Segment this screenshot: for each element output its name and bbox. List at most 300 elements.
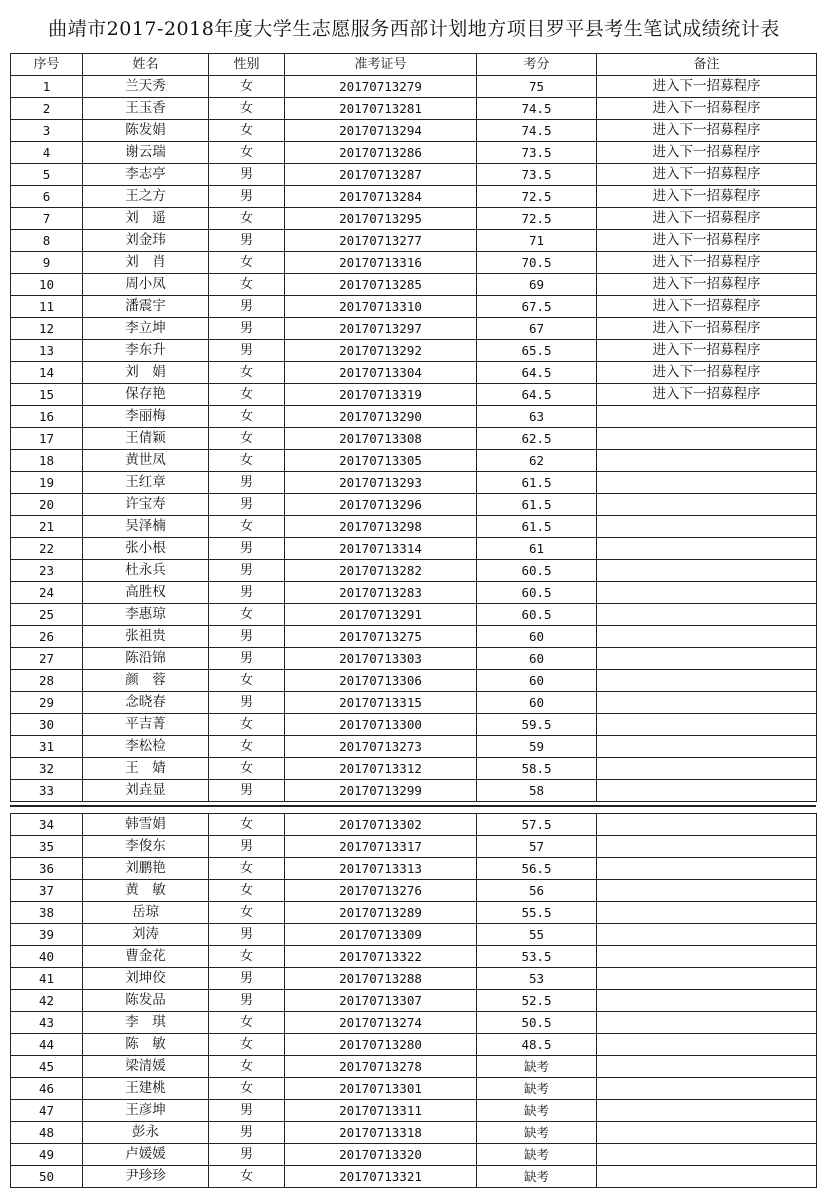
cell-remark <box>597 1078 817 1100</box>
cell-name: 李立坤 <box>83 318 209 340</box>
cell-gender: 女 <box>209 880 285 902</box>
document-title: 曲靖市2017-2018年度大学生志愿服务西部计划地方项目罗平县考生笔试成绩统计表 <box>48 18 780 40</box>
table-row <box>11 98 817 120</box>
cell-gender: 女 <box>209 604 285 626</box>
cell-gender: 男 <box>209 648 285 670</box>
header-exam-id: 准考证号 <box>285 54 477 76</box>
cell-exam-id: 20170713288 <box>285 968 477 990</box>
cell-remark <box>597 516 817 538</box>
cell-index: 50 <box>11 1166 83 1188</box>
cell-name: 王红章 <box>83 472 209 494</box>
cell-remark <box>597 990 817 1012</box>
cell-score: 61 <box>477 538 597 560</box>
cell-score: 73.5 <box>477 164 597 186</box>
cell-name: 王倩颖 <box>83 428 209 450</box>
cell-score: 58.5 <box>477 758 597 780</box>
cell-exam-id: 20170713299 <box>285 780 477 802</box>
cell-exam-id: 20170713286 <box>285 142 477 164</box>
cell-score: 60.5 <box>477 582 597 604</box>
cell-name: 刘涛 <box>83 924 209 946</box>
cell-score: 72.5 <box>477 186 597 208</box>
cell-gender: 女 <box>209 516 285 538</box>
cell-name: 卢媛媛 <box>83 1144 209 1166</box>
table-row <box>11 1166 817 1188</box>
cell-index: 48 <box>11 1122 83 1144</box>
cell-gender: 男 <box>209 626 285 648</box>
cell-score: 75 <box>477 76 597 98</box>
table-row <box>11 230 817 252</box>
cell-score: 缺考 <box>477 1144 597 1166</box>
cell-score: 59.5 <box>477 714 597 736</box>
cell-gender: 男 <box>209 990 285 1012</box>
cell-name: 王建桃 <box>83 1078 209 1100</box>
table-row <box>11 274 817 296</box>
cell-remark: 进入下一招募程序 <box>597 340 817 362</box>
table-row <box>11 758 817 780</box>
cell-name: 李惠琼 <box>83 604 209 626</box>
cell-gender: 女 <box>209 1056 285 1078</box>
cell-gender: 女 <box>209 120 285 142</box>
cell-gender: 女 <box>209 1078 285 1100</box>
cell-index: 8 <box>11 230 83 252</box>
cell-exam-id: 20170713290 <box>285 406 477 428</box>
cell-index: 10 <box>11 274 83 296</box>
cell-remark: 进入下一招募程序 <box>597 274 817 296</box>
cell-gender: 男 <box>209 230 285 252</box>
cell-name: 尹珍珍 <box>83 1166 209 1188</box>
cell-index: 36 <box>11 858 83 880</box>
cell-score: 缺考 <box>477 1056 597 1078</box>
table-row <box>11 1034 817 1056</box>
cell-score: 71 <box>477 230 597 252</box>
table-row <box>11 494 817 516</box>
cell-exam-id: 20170713280 <box>285 1034 477 1056</box>
cell-name: 刘垚显 <box>83 780 209 802</box>
cell-remark: 进入下一招募程序 <box>597 362 817 384</box>
cell-score: 62 <box>477 450 597 472</box>
cell-name: 刘 遥 <box>83 208 209 230</box>
cell-index: 37 <box>11 880 83 902</box>
cell-name: 王玉香 <box>83 98 209 120</box>
table-row <box>11 692 817 714</box>
cell-score: 63 <box>477 406 597 428</box>
cell-exam-id: 20170713318 <box>285 1122 477 1144</box>
cell-gender: 男 <box>209 780 285 802</box>
cell-index: 35 <box>11 836 83 858</box>
cell-gender: 女 <box>209 406 285 428</box>
cell-score: 67.5 <box>477 296 597 318</box>
cell-name: 念晓春 <box>83 692 209 714</box>
cell-exam-id: 20170713305 <box>285 450 477 472</box>
header-score: 考分 <box>477 54 597 76</box>
cell-index: 24 <box>11 582 83 604</box>
cell-score: 62.5 <box>477 428 597 450</box>
cell-index: 13 <box>11 340 83 362</box>
cell-remark <box>597 450 817 472</box>
cell-gender: 女 <box>209 142 285 164</box>
cell-exam-id: 20170713282 <box>285 560 477 582</box>
cell-remark: 进入下一招募程序 <box>597 296 817 318</box>
cell-index: 29 <box>11 692 83 714</box>
cell-name: 岳琼 <box>83 902 209 924</box>
cell-index: 12 <box>11 318 83 340</box>
cell-name: 高胜权 <box>83 582 209 604</box>
table-row <box>11 516 817 538</box>
cell-gender: 女 <box>209 736 285 758</box>
cell-gender: 男 <box>209 186 285 208</box>
cell-remark <box>597 858 817 880</box>
table-row <box>11 362 817 384</box>
table-row <box>11 428 817 450</box>
cell-name: 李松检 <box>83 736 209 758</box>
cell-remark: 进入下一招募程序 <box>597 208 817 230</box>
cell-exam-id: 20170713303 <box>285 648 477 670</box>
cell-name: 黄世凤 <box>83 450 209 472</box>
cell-index: 34 <box>11 814 83 836</box>
cell-index: 32 <box>11 758 83 780</box>
cell-score: 60 <box>477 670 597 692</box>
cell-index: 6 <box>11 186 83 208</box>
cell-name: 谢云瑞 <box>83 142 209 164</box>
cell-gender: 男 <box>209 318 285 340</box>
cell-exam-id: 20170713289 <box>285 902 477 924</box>
table-row <box>11 1078 817 1100</box>
table-row <box>11 208 817 230</box>
table-row <box>11 340 817 362</box>
cell-gender: 女 <box>209 1012 285 1034</box>
cell-gender: 女 <box>209 362 285 384</box>
cell-index: 7 <box>11 208 83 230</box>
cell-exam-id: 20170713312 <box>285 758 477 780</box>
cell-remark <box>597 560 817 582</box>
cell-exam-id: 20170713311 <box>285 1100 477 1122</box>
cell-remark <box>597 880 817 902</box>
cell-remark <box>597 714 817 736</box>
cell-name: 黄 敏 <box>83 880 209 902</box>
cell-index: 5 <box>11 164 83 186</box>
cell-score: 61.5 <box>477 516 597 538</box>
cell-remark <box>597 692 817 714</box>
cell-remark <box>597 946 817 968</box>
cell-gender: 女 <box>209 858 285 880</box>
cell-index: 22 <box>11 538 83 560</box>
cell-index: 15 <box>11 384 83 406</box>
cell-score: 61.5 <box>477 472 597 494</box>
cell-index: 40 <box>11 946 83 968</box>
cell-gender: 男 <box>209 164 285 186</box>
header-remark: 备注 <box>597 54 817 76</box>
cell-score: 74.5 <box>477 120 597 142</box>
cell-score: 60.5 <box>477 560 597 582</box>
cell-remark <box>597 1100 817 1122</box>
cell-index: 11 <box>11 296 83 318</box>
cell-gender: 女 <box>209 428 285 450</box>
table-row <box>11 164 817 186</box>
cell-name: 刘 娟 <box>83 362 209 384</box>
cell-gender: 女 <box>209 450 285 472</box>
cell-exam-id: 20170713283 <box>285 582 477 604</box>
cell-exam-id: 20170713278 <box>285 1056 477 1078</box>
cell-name: 张祖贵 <box>83 626 209 648</box>
table-row <box>11 990 817 1012</box>
cell-index: 1 <box>11 76 83 98</box>
cell-gender: 男 <box>209 582 285 604</box>
cell-score: 缺考 <box>477 1122 597 1144</box>
score-table-part1 <box>10 53 817 802</box>
cell-index: 33 <box>11 780 83 802</box>
cell-index: 44 <box>11 1034 83 1056</box>
cell-remark <box>597 758 817 780</box>
cell-exam-id: 20170713296 <box>285 494 477 516</box>
cell-gender: 女 <box>209 98 285 120</box>
cell-score: 60 <box>477 692 597 714</box>
cell-exam-id: 20170713298 <box>285 516 477 538</box>
cell-index: 25 <box>11 604 83 626</box>
cell-gender: 女 <box>209 208 285 230</box>
cell-score: 60 <box>477 626 597 648</box>
cell-exam-id: 20170713295 <box>285 208 477 230</box>
cell-remark <box>597 814 817 836</box>
cell-exam-id: 20170713287 <box>285 164 477 186</box>
cell-remark <box>597 472 817 494</box>
table-row <box>11 736 817 758</box>
cell-remark <box>597 780 817 802</box>
cell-name: 刘坤佼 <box>83 968 209 990</box>
cell-score: 56.5 <box>477 858 597 880</box>
table-row <box>11 670 817 692</box>
cell-score: 50.5 <box>477 1012 597 1034</box>
cell-remark: 进入下一招募程序 <box>597 318 817 340</box>
cell-remark <box>597 1166 817 1188</box>
cell-score: 55.5 <box>477 902 597 924</box>
cell-index: 18 <box>11 450 83 472</box>
table-row <box>11 406 817 428</box>
cell-index: 49 <box>11 1144 83 1166</box>
cell-index: 23 <box>11 560 83 582</box>
table-row <box>11 1122 817 1144</box>
cell-index: 46 <box>11 1078 83 1100</box>
cell-index: 16 <box>11 406 83 428</box>
cell-remark <box>597 736 817 758</box>
cell-exam-id: 20170713281 <box>285 98 477 120</box>
cell-name: 李俊东 <box>83 836 209 858</box>
table-row <box>11 384 817 406</box>
table-row <box>11 538 817 560</box>
cell-index: 38 <box>11 902 83 924</box>
cell-exam-id: 20170713300 <box>285 714 477 736</box>
cell-score: 64.5 <box>477 384 597 406</box>
table-row <box>11 648 817 670</box>
table-header-row <box>11 54 817 76</box>
table-row <box>11 1100 817 1122</box>
cell-remark <box>597 406 817 428</box>
cell-score: 64.5 <box>477 362 597 384</box>
cell-index: 14 <box>11 362 83 384</box>
cell-index: 28 <box>11 670 83 692</box>
cell-index: 20 <box>11 494 83 516</box>
cell-gender: 男 <box>209 836 285 858</box>
cell-index: 17 <box>11 428 83 450</box>
cell-gender: 女 <box>209 758 285 780</box>
cell-index: 45 <box>11 1056 83 1078</box>
table-row <box>11 780 817 802</box>
cell-name: 王 婧 <box>83 758 209 780</box>
cell-remark: 进入下一招募程序 <box>597 186 817 208</box>
cell-index: 3 <box>11 120 83 142</box>
table-row <box>11 1056 817 1078</box>
cell-gender: 女 <box>209 814 285 836</box>
cell-exam-id: 20170713284 <box>285 186 477 208</box>
cell-remark <box>597 968 817 990</box>
cell-remark <box>597 604 817 626</box>
cell-name: 杜永兵 <box>83 560 209 582</box>
cell-remark <box>597 626 817 648</box>
table-row <box>11 76 817 98</box>
cell-score: 55 <box>477 924 597 946</box>
cell-exam-id: 20170713306 <box>285 670 477 692</box>
cell-gender: 女 <box>209 252 285 274</box>
table-row <box>11 626 817 648</box>
cell-name: 韩雪娟 <box>83 814 209 836</box>
cell-name: 张小根 <box>83 538 209 560</box>
cell-exam-id: 20170713274 <box>285 1012 477 1034</box>
cell-exam-id: 20170713315 <box>285 692 477 714</box>
cell-index: 41 <box>11 968 83 990</box>
cell-index: 43 <box>11 1012 83 1034</box>
cell-name: 许宝寿 <box>83 494 209 516</box>
table-row <box>11 142 817 164</box>
table-row <box>11 924 817 946</box>
cell-remark <box>597 428 817 450</box>
cell-score: 53.5 <box>477 946 597 968</box>
header-index: 序号 <box>11 54 83 76</box>
cell-remark <box>597 538 817 560</box>
cell-exam-id: 20170713293 <box>285 472 477 494</box>
cell-gender: 男 <box>209 1100 285 1122</box>
cell-name: 周小凤 <box>83 274 209 296</box>
cell-exam-id: 20170713313 <box>285 858 477 880</box>
cell-score: 60 <box>477 648 597 670</box>
cell-name: 刘 肖 <box>83 252 209 274</box>
cell-gender: 女 <box>209 902 285 924</box>
cell-name: 保存艳 <box>83 384 209 406</box>
cell-index: 9 <box>11 252 83 274</box>
cell-score: 59 <box>477 736 597 758</box>
cell-exam-id: 20170713307 <box>285 990 477 1012</box>
cell-score: 61.5 <box>477 494 597 516</box>
cell-name: 潘震宇 <box>83 296 209 318</box>
cell-score: 72.5 <box>477 208 597 230</box>
cell-score: 53 <box>477 968 597 990</box>
table-row <box>11 560 817 582</box>
cell-exam-id: 20170713316 <box>285 252 477 274</box>
cell-exam-id: 20170713279 <box>285 76 477 98</box>
cell-score: 57 <box>477 836 597 858</box>
table-row <box>11 714 817 736</box>
cell-gender: 男 <box>209 968 285 990</box>
cell-exam-id: 20170713277 <box>285 230 477 252</box>
cell-name: 曹金花 <box>83 946 209 968</box>
cell-exam-id: 20170713314 <box>285 538 477 560</box>
cell-name: 李志亭 <box>83 164 209 186</box>
table-row <box>11 186 817 208</box>
cell-name: 彭永 <box>83 1122 209 1144</box>
cell-gender: 男 <box>209 1122 285 1144</box>
cell-remark: 进入下一招募程序 <box>597 164 817 186</box>
cell-exam-id: 20170713273 <box>285 736 477 758</box>
cell-remark: 进入下一招募程序 <box>597 230 817 252</box>
cell-exam-id: 20170713297 <box>285 318 477 340</box>
cell-exam-id: 20170713276 <box>285 880 477 902</box>
cell-name: 陈发娟 <box>83 120 209 142</box>
table-row <box>11 880 817 902</box>
cell-gender: 男 <box>209 296 285 318</box>
table-row <box>11 858 817 880</box>
table-row <box>11 1012 817 1034</box>
cell-exam-id: 20170713319 <box>285 384 477 406</box>
cell-score: 58 <box>477 780 597 802</box>
cell-index: 26 <box>11 626 83 648</box>
cell-name: 吴泽楠 <box>83 516 209 538</box>
cell-name: 平吉菁 <box>83 714 209 736</box>
cell-gender: 男 <box>209 494 285 516</box>
table-row <box>11 450 817 472</box>
cell-index: 27 <box>11 648 83 670</box>
cell-name: 李丽梅 <box>83 406 209 428</box>
table-row <box>11 968 817 990</box>
cell-score: 56 <box>477 880 597 902</box>
cell-remark <box>597 494 817 516</box>
cell-remark <box>597 1012 817 1034</box>
table-row <box>11 1144 817 1166</box>
cell-gender: 男 <box>209 1144 285 1166</box>
table-row <box>11 604 817 626</box>
cell-gender: 男 <box>209 692 285 714</box>
cell-score: 57.5 <box>477 814 597 836</box>
cell-name: 颜 蓉 <box>83 670 209 692</box>
cell-gender: 男 <box>209 924 285 946</box>
cell-exam-id: 20170713301 <box>285 1078 477 1100</box>
cell-exam-id: 20170713320 <box>285 1144 477 1166</box>
table-row <box>11 252 817 274</box>
cell-name: 刘金玮 <box>83 230 209 252</box>
table-row <box>11 836 817 858</box>
cell-gender: 男 <box>209 538 285 560</box>
cell-remark <box>597 582 817 604</box>
cell-gender: 女 <box>209 1166 285 1188</box>
cell-score: 70.5 <box>477 252 597 274</box>
cell-score: 73.5 <box>477 142 597 164</box>
cell-exam-id: 20170713285 <box>285 274 477 296</box>
cell-name: 李 琪 <box>83 1012 209 1034</box>
cell-remark <box>597 924 817 946</box>
header-gender: 性别 <box>209 54 285 76</box>
cell-remark <box>597 1144 817 1166</box>
cell-index: 31 <box>11 736 83 758</box>
cell-name: 兰天秀 <box>83 76 209 98</box>
table-row <box>11 946 817 968</box>
cell-name: 梁清媛 <box>83 1056 209 1078</box>
cell-index: 39 <box>11 924 83 946</box>
cell-gender: 女 <box>209 384 285 406</box>
header-name: 姓名 <box>83 54 209 76</box>
table-row <box>11 120 817 142</box>
cell-index: 42 <box>11 990 83 1012</box>
cell-index: 21 <box>11 516 83 538</box>
cell-remark <box>597 1056 817 1078</box>
cell-gender: 女 <box>209 76 285 98</box>
cell-exam-id: 20170713322 <box>285 946 477 968</box>
